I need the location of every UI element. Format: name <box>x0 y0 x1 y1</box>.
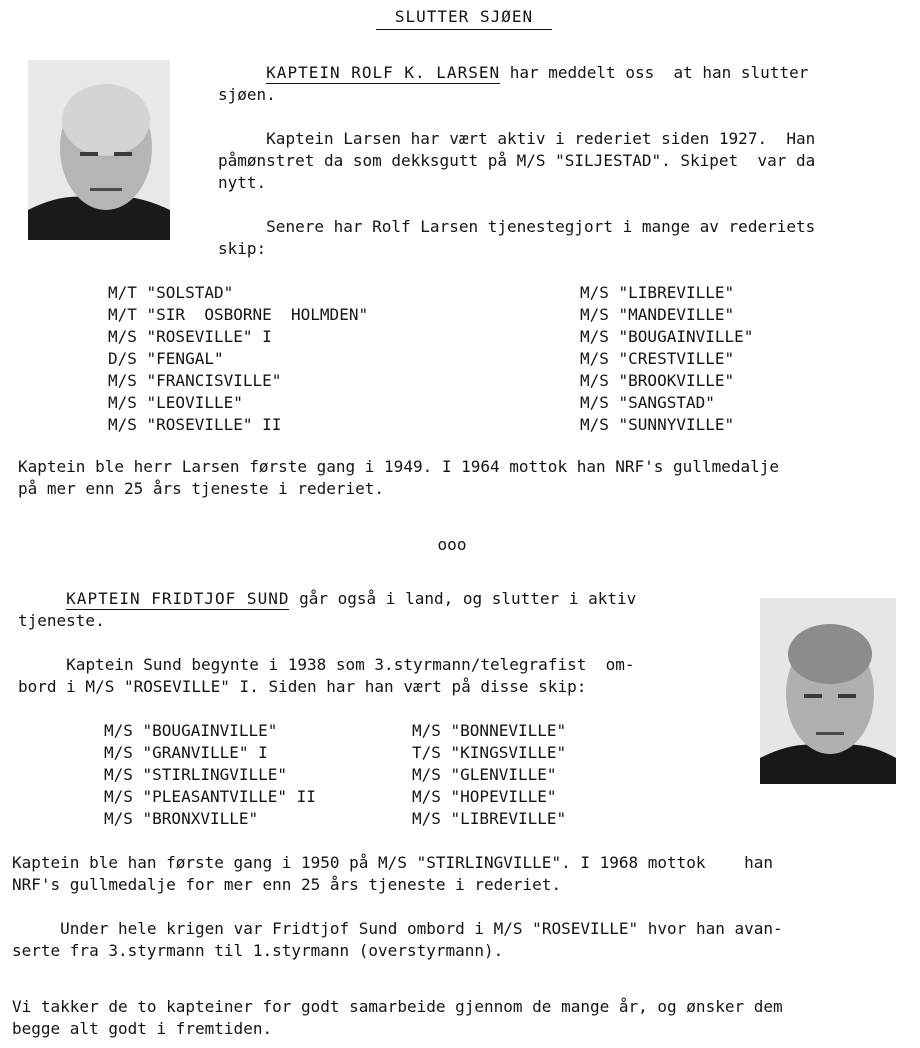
ship-item: M/S "LIBREVILLE" <box>580 283 735 302</box>
ship-item: M/S "GRANVILLE" I <box>104 743 268 762</box>
portrait-larsen <box>28 60 170 240</box>
ship-item: M/S "FRANCISVILLE" <box>108 371 282 390</box>
larsen-intro-rest: har meddelt oss at han slutter <box>500 63 809 82</box>
ship-item: M/S "SUNNYVILLE" <box>580 415 735 434</box>
ship-item: M/S "HOPEVILLE" <box>412 787 557 806</box>
ship-item: M/S "LEOVILLE" <box>108 393 243 412</box>
larsen-para3-line1: Senere har Rolf Larsen tjenestegjort i mange av rederiets <box>218 217 816 236</box>
larsen-para2-line3: nytt. <box>218 173 267 192</box>
sund-ships-right <box>412 720 566 830</box>
ship-item: M/S "CRESTVILLE" <box>580 349 735 368</box>
portrait-sund <box>760 598 896 784</box>
ship-item: M/S "MANDEVILLE" <box>580 305 735 324</box>
sund-war-line2: serte fra 3.styrmann til 1.styrmann (overstyrmann). <box>12 941 504 960</box>
ship-item: M/S "BONNEVILLE" <box>412 721 567 740</box>
larsen-para3-line2: skip: <box>218 239 267 258</box>
article-title: SLUTTER SJØEN <box>376 6 552 30</box>
sund-para2-line2: bord i M/S "ROSEVILLE" I. Siden har han vært på disse skip: <box>18 677 587 696</box>
ship-item: M/S "BOUGAINVILLE" <box>580 327 754 346</box>
larsen-intro-line2: sjøen. <box>218 85 276 104</box>
ship-item: M/T "SIR OSBORNE HOLMDEN" <box>108 305 369 324</box>
sund-para2-line1: Kaptein Sund begynte i 1938 som 3.styrmann/telegrafist om- <box>18 655 635 674</box>
sund-intro-rest: går også i land, og slutter i aktiv <box>289 589 637 608</box>
sund-intro-line2: tjeneste. <box>18 611 105 630</box>
ship-item: M/S "BROOKVILLE" <box>580 371 735 390</box>
ship-item: M/S "GLENVILLE" <box>412 765 557 784</box>
sund-ships-left <box>104 720 316 830</box>
portrait-sund-figure <box>760 598 896 784</box>
sund-closing-line1: Kaptein ble han første gang i 1950 på M/S "STIRLINGVILLE". I 1968 mottok han <box>12 853 773 872</box>
ship-item: M/S "SANGSTAD" <box>580 393 715 412</box>
section-separator: ooo <box>437 535 467 554</box>
larsen-para2-line1: Kaptein Larsen har vært aktiv i rederiet siden 1927. Han <box>218 129 816 148</box>
ship-item: T/S "KINGSVILLE" <box>412 743 567 762</box>
larsen-closing-line2: på mer enn 25 års tjeneste i rederiet. <box>18 479 385 498</box>
sund-name: KAPTEIN FRIDTJOF SUND <box>66 589 290 608</box>
ship-item: M/S "PLEASANTVILLE" II <box>104 787 316 806</box>
larsen-ships-right <box>580 282 753 436</box>
ship-item: M/S "BRONXVILLE" <box>104 809 259 828</box>
ship-item: M/S "ROSEVILLE" I <box>108 327 272 346</box>
ship-item: M/S "LIBREVILLE" <box>412 809 567 828</box>
ship-item: M/S "BOUGAINVILLE" <box>104 721 278 740</box>
sund-intro <box>18 588 738 610</box>
larsen-para2-line2: påmønstret da som dekksgutt på M/S "SILJESTAD". Skipet var da <box>218 151 816 170</box>
sund-closing-line2: NRF's gullmedalje for mer enn 25 års tjeneste i rederiet. <box>12 875 562 894</box>
larsen-intro <box>218 62 908 84</box>
larsen-name: KAPTEIN ROLF K. LARSEN <box>266 63 501 82</box>
thanks-line1: Vi takker de to kapteiner for godt samarbeide gjennom de mange år, og ønsker dem <box>12 997 783 1016</box>
ship-item: D/S "FENGAL" <box>108 349 224 368</box>
ship-item: M/S "STIRLINGVILLE" <box>104 765 288 784</box>
ship-item: M/S "ROSEVILLE" II <box>108 415 282 434</box>
sund-war-line1: Under hele krigen var Fridtjof Sund ombord i M/S "ROSEVILLE" hvor han avan- <box>12 919 783 938</box>
thanks-line2: begge alt godt i fremtiden. <box>12 1019 273 1038</box>
larsen-closing-line1: Kaptein ble herr Larsen første gang i 1949. I 1964 mottok han NRF's gullmedalje <box>18 457 779 476</box>
larsen-ships-left <box>108 282 368 436</box>
portrait-larsen-figure <box>28 60 170 240</box>
ship-item: M/T "SOLSTAD" <box>108 283 234 302</box>
